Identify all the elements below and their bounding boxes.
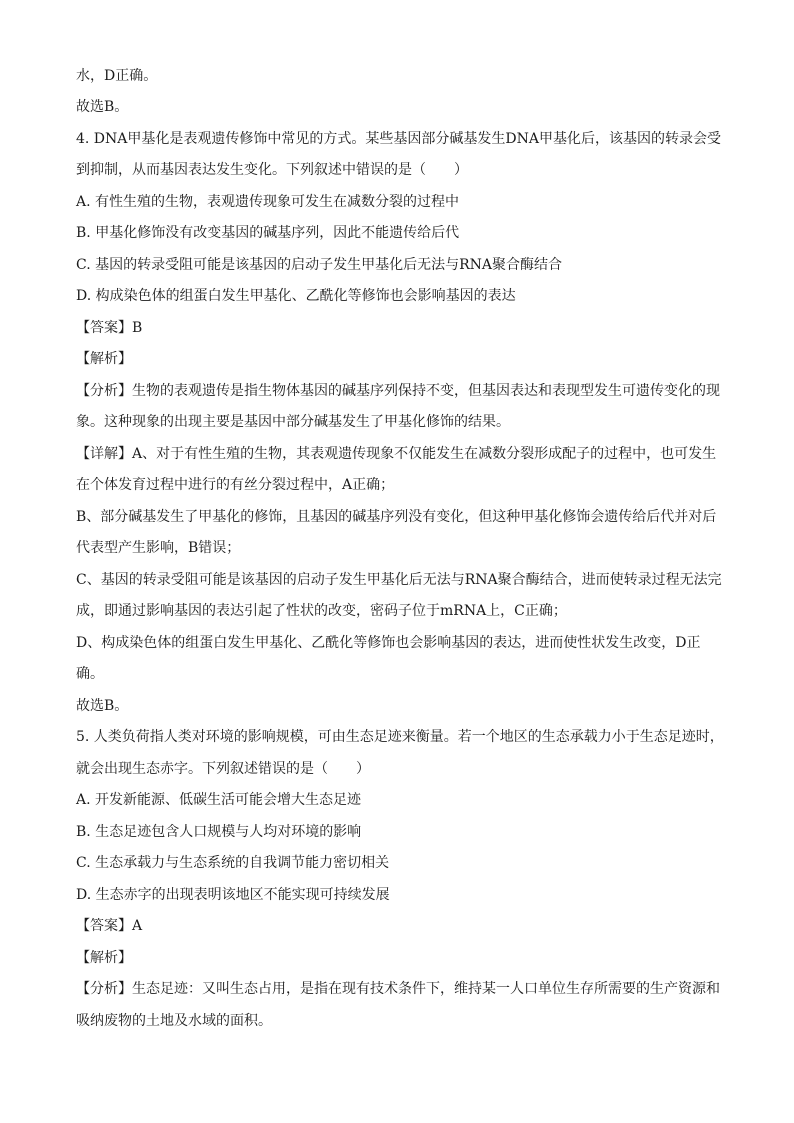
option-c: C. 生态承载力与生态系统的自我调节能力密切相关 (76, 855, 390, 871)
detail-text: 成，即通过影响基因的表达引起了性状的改变，密码子位于mRNA上，C正确； (76, 603, 567, 619)
option-a: A. 开发新能源、低碳生活可能会增大生态足迹 (76, 792, 362, 808)
option-d: D. 生态赤字的出现表明该地区不能实现可持续发展 (76, 887, 390, 903)
detail-text: 在个体发育过程中进行的有丝分裂过程中，A正确； (76, 477, 395, 493)
question-5-stem: 就会出现生态赤字。下列叙述错误的是（ ） (76, 761, 370, 777)
analysis-text: 吸纳废物的土地及水域的面积。 (76, 1013, 272, 1029)
detail-text: 确。 (76, 666, 104, 682)
answer-label: 【答案】B (76, 320, 143, 336)
option-c: C. 基因的转录受阻可能是该基因的启动子发生甲基化后无法与RNA聚合酶结合 (76, 257, 563, 273)
question-5-stem: 5. 人类负荷指人类对环境的影响规模，可由生态足迹来衡量。若一个地区的生态承载力小于生态足迹时， (76, 729, 724, 745)
option-b: B. 生态足迹包含人口规模与人均对环境的影响 (76, 824, 362, 840)
answer-label: 【答案】A (76, 918, 143, 934)
detail-text: D、构成染色体的组蛋白发生甲基化、乙酰化等修饰也会影响基因的表达，进而使性状发生改变，D正 (76, 635, 701, 651)
detail-text: C、基因的转录受阻可能是该基因的启动子发生甲基化后无法与RNA聚合酶结合，进而使转录过程无法完 (76, 572, 722, 588)
text-line: 故选B。 (76, 698, 129, 714)
analysis-text: 【分析】生态足迹：又叫生态占用，是指在现有技术条件下，维持某一人口单位生存所需要的生产资源和 (76, 981, 720, 997)
detail-text: 代表型产生影响，B错误； (76, 540, 241, 556)
text-line: 故选B。 (76, 99, 129, 115)
analysis-text: 象。这种现象的出现主要是基因中部分碱基发生了甲基化修饰的结果。 (76, 414, 510, 430)
detail-text: 【详解】A、对于有性生殖的生物，其表观遗传现象不仅能发生在减数分裂形成配子的过程中，也可发生 (76, 446, 717, 462)
analysis-label: 【解析】 (76, 351, 132, 367)
question-4-stem: 4. DNA甲基化是表观遗传修饰中常见的方式。某些基因部分碱基发生DNA甲基化后，该基因的转录会受 (76, 131, 721, 147)
option-b: B. 甲基化修饰没有改变基因的碱基序列，因此不能遗传给后代 (76, 225, 460, 241)
analysis-text: 【分析】生物的表观遗传是指生物体基因的碱基序列保持不变，但基因表达和表现型发生可遗传变化的现 (76, 383, 720, 399)
detail-text: B、部分碱基发生了甲基化的修饰，且基因的碱基序列没有变化，但这种甲基化修饰会遗传给后代并对后 (76, 509, 717, 525)
text-line: 水，D正确。 (76, 68, 158, 84)
analysis-label: 【解析】 (76, 950, 132, 966)
option-a: A. 有性生殖的生物，表观遗传现象可发生在减数分裂的过程中 (76, 194, 460, 210)
option-d: D. 构成染色体的组蛋白发生甲基化、乙酰化等修饰也会影响基因的表达 (76, 288, 516, 304)
question-4-stem: 到抑制，从而基因表达发生变化。下列叙述中错误的是（ ） (76, 162, 468, 178)
